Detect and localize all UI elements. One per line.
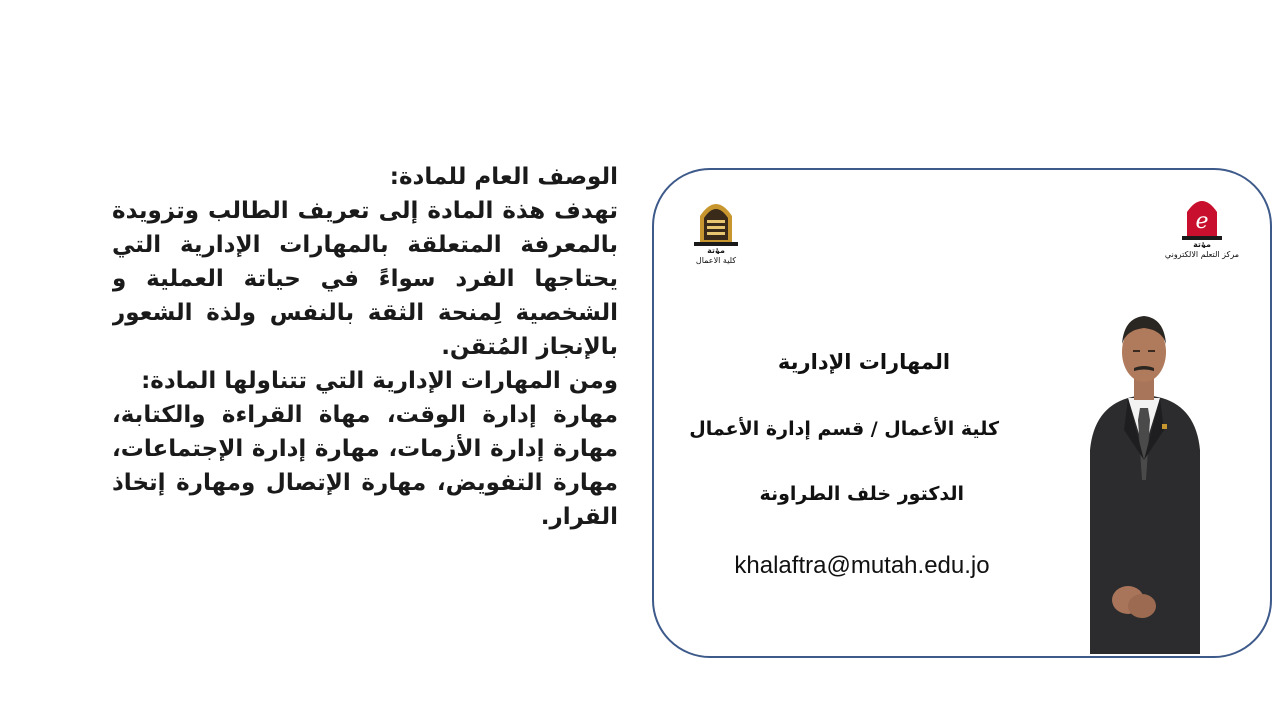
elearning-e-icon (1179, 194, 1225, 248)
description-body: تهدف هذة المادة إلى تعريف الطالب وتزويدة بالمعرفة المتعلقة بالمهارات الإدارية التي يحتاجها الفرد سواءً في حياتة العملية و الشخصية لِمنحة الثقة بالنفس ولذة الشعور بالإنجاز المُتقن. (112, 198, 618, 360)
course-title: المهارات الإدارية (777, 350, 951, 374)
business-faculty-logo (684, 196, 748, 265)
instructor-email: khalaftra@mutah.edu.jo (734, 552, 990, 579)
skills-intro: ومن المهارات الإدارية التي تتناولها المادة: (141, 368, 618, 394)
instructor-photo (1084, 300, 1204, 654)
elearning-center-caption: مركز التعلم الالكتروني (1164, 250, 1240, 259)
description-heading: الوصف العام للمادة: (389, 164, 618, 190)
instructor-name: الدكتور خلف الطراونة (759, 483, 964, 505)
svg-text:مؤتة: مؤتة (707, 246, 725, 254)
skills-list: مهارة إدارة الوقت، مهاة القراءة والكتابة، مهارة إدارة الأزمات، مهارة إدارة الإجتماعات، مهارة التفويض، مهارة الإتصال ومهارة إتخاذ القرار. (112, 402, 618, 530)
svg-text:e: e (1195, 209, 1209, 234)
business-faculty-caption: كلية الاعمال (695, 256, 737, 265)
svg-text:مؤتة: مؤتة (1193, 240, 1211, 248)
course-description (112, 160, 618, 636)
elearning-center-logo (1160, 194, 1244, 259)
course-card (652, 168, 1272, 658)
mutah-gate-icon (690, 196, 742, 254)
department-name: كلية الأعمال / قسم إدارة الأعمال (689, 418, 999, 440)
